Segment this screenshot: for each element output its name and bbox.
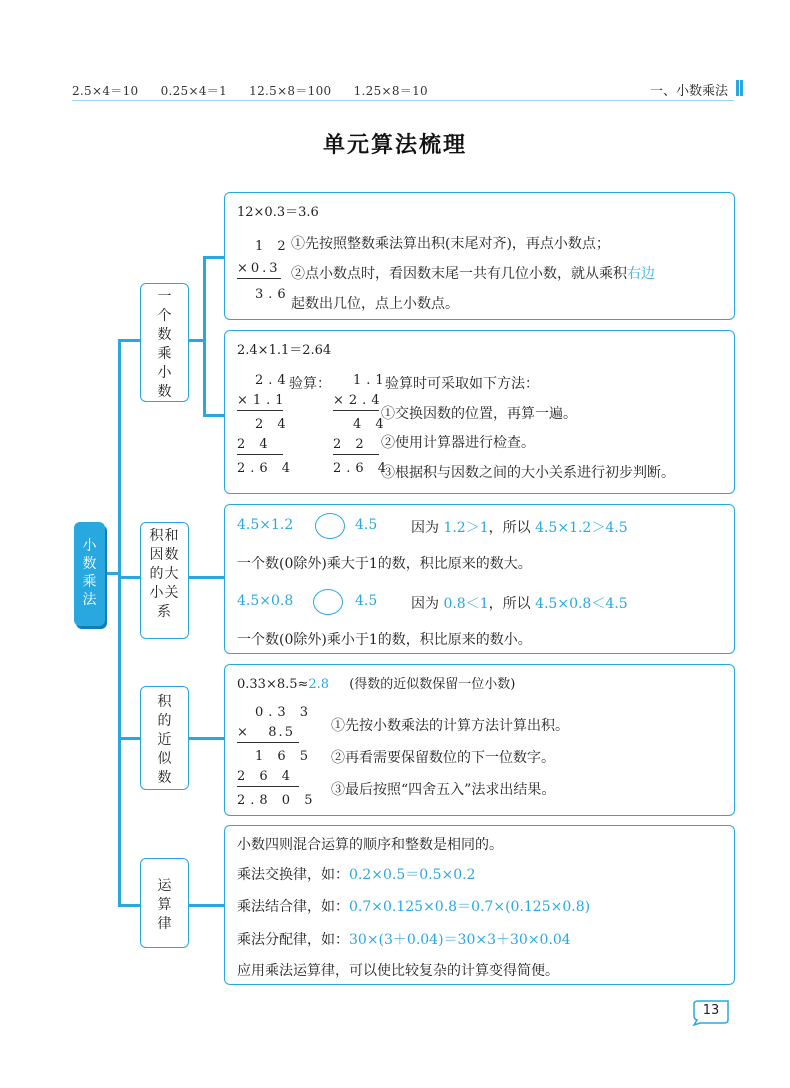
chapter-bars-icon — [736, 80, 744, 96]
root-label — [74, 522, 105, 626]
example-expression: 4.5 — [355, 517, 378, 533]
connector — [188, 904, 224, 907]
label-text: 积的近似数 — [157, 694, 172, 786]
example-expression: 4.5×1.2 — [237, 517, 294, 533]
rule-text: 一个数(0除外)乘大于1的数，积比原来的数大。 — [237, 556, 532, 572]
label-operation-laws — [140, 858, 189, 948]
compare-circle-icon[interactable] — [315, 513, 345, 539]
law-text: 小数四则混合运算的顺序和整数是相同的。 — [237, 837, 503, 853]
connector — [118, 904, 140, 907]
example-reason — [411, 593, 628, 613]
law-label: 乘法分配律，如： — [237, 932, 349, 948]
equation — [237, 673, 515, 692]
step-text-answer: 右边 — [627, 266, 655, 282]
law-line — [237, 896, 590, 916]
connector — [118, 339, 140, 342]
example-reason — [411, 517, 628, 537]
method-item: ②使用计算器进行检查。 — [381, 435, 535, 451]
header-formula: 2.5×4＝10 — [72, 84, 139, 98]
calc-line: 2 2 — [333, 437, 379, 455]
reason-answer: 4.5×0.8＜4.5 — [535, 596, 628, 612]
calc-line: 2.6 4 — [333, 461, 392, 476]
calc-line: 2.8 0 5 — [237, 793, 318, 808]
calc-line: ×2.4 — [333, 393, 379, 411]
header-divider — [72, 100, 734, 101]
law-example: 0.7×0.125×0.8＝0.7×(0.125×0.8) — [349, 899, 591, 915]
reason-answer: 1.2＞1 — [443, 520, 489, 536]
page-number-text: 13 — [702, 1003, 720, 1018]
calc-line: 2.6 4 — [237, 461, 296, 476]
page-number — [690, 998, 732, 1026]
rule-text: 一个数(0除外)乘小于1的数，积比原来的数小。 — [237, 632, 532, 648]
box-product-factor-relation — [224, 504, 735, 654]
calc-line: 2 4 — [255, 417, 291, 432]
step-text — [291, 263, 655, 283]
equation-part: 0.33×8.5≈ — [237, 677, 309, 692]
box-approx-product — [224, 664, 735, 816]
connector — [203, 256, 224, 259]
example-expression: 4.5×0.8 — [237, 593, 294, 609]
method-item: ③根据积与因数之间的大小关系进行初步判断。 — [381, 465, 675, 481]
example-expression: 4.5 — [355, 593, 378, 609]
header-formula: 1.25×8＝10 — [353, 84, 428, 98]
calc-line: 1.1 — [353, 373, 389, 388]
calc-line: 2 4 — [237, 437, 283, 455]
law-line — [237, 929, 571, 949]
step-text: ②再看需要保留数位的下一位数字。 — [331, 750, 555, 766]
header-formula: 0.25×4＝1 — [160, 84, 228, 98]
calc-line: 1 2 — [255, 239, 291, 254]
equation: 2.4×1.1＝2.64 — [237, 343, 332, 358]
label-text: 积和因数的大小关系 — [149, 528, 180, 620]
law-line — [237, 864, 476, 884]
root-label-text: 小数乘法 — [82, 538, 97, 608]
step-text: ①先按照整数乘法算出积(末尾对齐)，再点小数点； — [291, 236, 610, 252]
label-multiply-decimal — [140, 283, 189, 402]
calc-line: × 8.5 — [237, 725, 299, 743]
law-label: 乘法结合律，如： — [237, 899, 349, 915]
check-label: 验算： — [289, 376, 331, 392]
chapter-title: 一、小数乘法 — [649, 84, 728, 99]
connector — [203, 414, 224, 417]
connector — [203, 256, 206, 416]
method-title: 验算时可采取如下方法： — [385, 376, 539, 392]
reason-answer: 4.5×1.2＞4.5 — [535, 520, 628, 536]
law-text: 应用乘法运算律，可以使比较复杂的计算变得简便。 — [237, 963, 559, 979]
equation: 12×0.3＝3.6 — [237, 205, 319, 220]
step-text: 起数出几位，点上小数点。 — [291, 296, 459, 312]
reason-part: ，所以 — [488, 520, 531, 536]
step-text: ①先按小数乘法的计算方法计算出积。 — [331, 718, 569, 734]
page-title: 单元算法梳理 — [322, 133, 467, 158]
compare-circle-icon[interactable] — [313, 589, 343, 615]
calc-line: 2 6 4 — [237, 769, 299, 787]
label-product-factor-relation — [140, 522, 189, 639]
calc-line: ×1.1 — [237, 393, 283, 411]
connector — [118, 737, 140, 740]
calc-line: 2.4 — [255, 373, 291, 388]
equation-answer: 2.8 — [308, 677, 330, 692]
equation-note: (得数的近似数保留一位小数) — [349, 677, 516, 692]
calc-line: 3.6 — [255, 287, 291, 302]
label-approx-product — [140, 686, 189, 790]
label-text: 一个数乘小数 — [157, 289, 172, 400]
reason-part: 因为 — [411, 596, 439, 612]
header-formulas — [72, 82, 446, 99]
calc-line: 0.3 3 — [255, 705, 314, 720]
box-check-methods — [224, 330, 735, 494]
connector — [105, 572, 119, 575]
law-example: 30×(3＋0.04)＝30×3＋30×0.04 — [349, 932, 571, 948]
header-formula: 12.5×8＝100 — [249, 84, 332, 98]
calc-line: 1 6 5 — [255, 749, 314, 764]
law-example: 0.2×0.5＝0.5×0.2 — [349, 867, 476, 883]
reason-part: 因为 — [411, 520, 439, 536]
box-multiply-decimal — [224, 192, 735, 320]
connector — [118, 339, 121, 906]
method-item: ①交换因数的位置，再算一遍。 — [381, 406, 577, 422]
reason-part: ，所以 — [488, 596, 531, 612]
law-label: 乘法交换律，如： — [237, 867, 349, 883]
box-operation-laws — [224, 825, 735, 985]
connector — [118, 576, 140, 579]
calc-line: ×0.3 — [237, 261, 281, 279]
reason-answer: 0.8＜1 — [443, 596, 489, 612]
connector — [188, 576, 224, 579]
label-text: 运算律 — [157, 878, 172, 932]
step-text-part: ②点小数点时，看因数末尾一共有几位小数，就从乘积 — [291, 266, 627, 282]
calc-line: 4 4 — [353, 417, 389, 432]
connector — [188, 737, 224, 740]
step-text: ③最后按照“四舍五入”法求出结果。 — [331, 782, 556, 798]
